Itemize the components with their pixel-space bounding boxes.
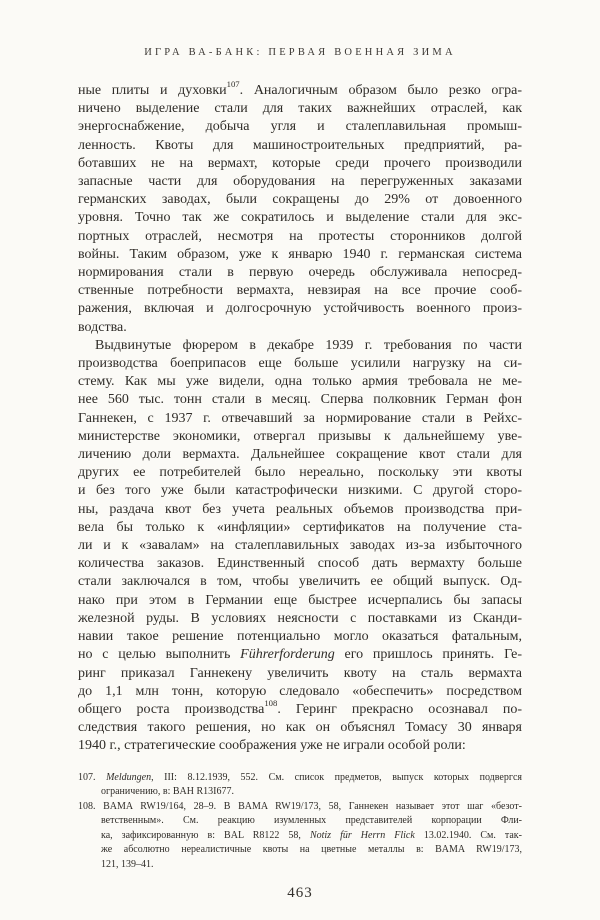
- footnote-line: 121, 139–41.: [101, 858, 154, 870]
- footnote-line: ограничению, в: BAH R13I677.: [101, 786, 234, 798]
- body-line: ничено выделение стали для таких важнейших отраслей, как: [78, 101, 522, 117]
- body-line: железной руды. В условиях неясности с поставками из Сканди-: [78, 610, 522, 626]
- page-number: 463: [287, 885, 313, 902]
- body-line: ственные потребности вермахта, невзирая на все прочие сооб-: [78, 283, 522, 299]
- body-line: до 1,1 млн тонн, которую следовало «обеспечить» посредством: [78, 683, 522, 699]
- body-line: нако при этом в Германии еще быстрее исчерпались бы запасы: [78, 592, 522, 608]
- body-line: запасные части для оборудования на перегруженных заказами: [78, 174, 522, 190]
- body-line: следствия такого решения, но как он объяснял Томасу 30 января: [78, 720, 522, 736]
- body-line: личению доли вермахта. Дальнейшее сокращение квот стали для: [78, 447, 522, 463]
- body-line: вела бы только к «инфляции» сертификатов на получение ста-: [78, 519, 522, 535]
- body-line: производства боеприпасов еще больше усилили нагрузку на си-: [78, 356, 522, 372]
- body-line: водства.: [78, 319, 127, 335]
- body-line: Ганнекен, с 1937 г. отвечавший за нормирование стали в Рейхс-: [78, 410, 522, 426]
- italic-text: Meldungen: [106, 771, 152, 783]
- body-line: Выдвинутые фюрером в декабре 1939 г. требования по части: [95, 337, 522, 353]
- body-line: войны. Таким образом, уже к январю 1940 г. германская система: [78, 246, 522, 262]
- footnote-marker: 108: [264, 698, 278, 709]
- footnote-line: 107. Meldungen, III: 8.12.1939, 552. См. список предметов, выпуск которых подвергся: [78, 771, 523, 783]
- body-text: [78, 79, 522, 756]
- footnote-line: же абсолютно нереалистичные квоты на цветные металлы в: BAMA RW19/173,: [101, 844, 522, 856]
- body-line: ные плиты и духовки$^{107}$. Аналогичным образом было резко огра-: [78, 79, 522, 98]
- body-line: навии такое решение потенциально могло оказаться фатальным,: [78, 629, 522, 645]
- body-line: ботавших не на вермахт, которые среди прочего производили: [78, 155, 522, 171]
- footnote-line: ка, зафиксированную в: BAL R8122 58, Notiz für Herrn Flick 13.02.1940. См. так-: [101, 829, 522, 841]
- body-line: стали заключался в том, чтобы увеличить ее общий выпуск. Од-: [78, 574, 522, 590]
- footnote-marker: 107: [226, 79, 240, 90]
- footnote-line: ветственным». См. реакцию изумленных представителей корпорации Фли-: [101, 815, 522, 827]
- body-line: других ее потребителей было нереально, поскольку эти квоты: [78, 465, 522, 481]
- body-line: германских заводах, были сокращены до 29% от довоенного: [78, 192, 522, 208]
- body-line: ли и к «завалам» на сталеплавильных заводах из-за избыточного: [78, 538, 522, 554]
- footnote-line: 108. BAMA RW19/164, 28–9. В BAMA RW19/173, 58, Ганнекен называет этот шаг «безот-: [78, 800, 522, 812]
- body-line: министерстве экономики, отвергал призывы к дальнейшему уве-: [78, 428, 522, 444]
- body-line: портных отраслей, несмотря на протесты сторонников долгой: [78, 228, 522, 244]
- running-head: ИГРА ВА-БАНК: ПЕРВАЯ ВОЕННАЯ ЗИМА: [144, 47, 456, 58]
- italic-text: Notiz für Herrn Flick: [309, 829, 415, 841]
- body-line: нормирования стали в первую очередь обслуживала непосред-: [78, 265, 522, 281]
- body-line: стему. Как мы уже видели, одна только армия требовала не ме-: [78, 374, 522, 390]
- body-line: 1940 г., стратегические соображения уже не играли особой роли:: [78, 738, 466, 754]
- footnotes: [78, 771, 522, 873]
- body-line: ны, раздача квот без учета реальных объемов производства при-: [78, 501, 522, 517]
- body-line: но с целью выполнить Führerforderung его пришлось принять. Ге-: [78, 647, 522, 663]
- body-line: ражения, включая и долгосрочную устойчивость военного произ-: [78, 301, 522, 317]
- italic-text: Führerforderung: [240, 647, 335, 663]
- body-line: общего роста производства$^{108}$. Геринг прекрасно осознавал по-: [78, 698, 522, 717]
- body-line: нее 560 тыс. тонн стали в месяц. Сперва полковник Герман фон: [78, 392, 522, 408]
- body-line: количества заказов. Единственный способ дать вермахту больше: [78, 556, 522, 572]
- body-line: энергоснабжение, добыча угля и сталеплавильная промыш-: [78, 119, 522, 135]
- body-line: ринг приказал Ганнекену увеличить квоту на сталь вермахта: [78, 665, 522, 681]
- body-line: и без того уже были катастрофически низкими. С другой сторо-: [78, 483, 522, 499]
- body-line: уровня. Точно так же сократилось и выделение стали для экс-: [78, 210, 522, 226]
- body-line: ленность. Квоты для машиностроительных предприятий, ра-: [78, 137, 522, 153]
